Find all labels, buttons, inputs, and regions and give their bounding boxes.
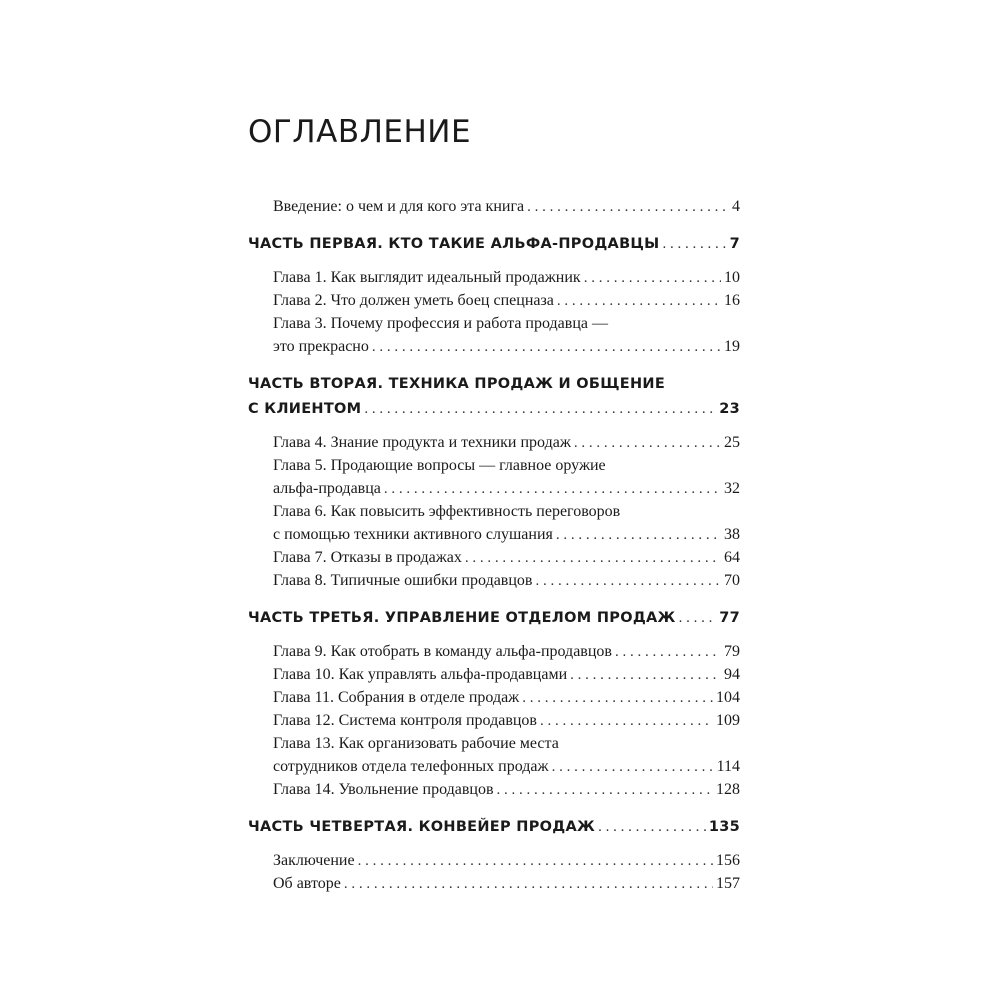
toc-entry-title: ЧАСТЬ ПЕРВАЯ. КТО ТАКИЕ АЛЬФА-ПРОДАВЦЫ bbox=[248, 236, 660, 252]
toc-entry-title-line: Глава 6. Как повысить эффективность переговоров bbox=[273, 503, 621, 520]
toc-entry-title: альфа-продавца bbox=[273, 480, 381, 497]
toc-entry-row bbox=[273, 872, 740, 895]
toc-entry-row bbox=[273, 640, 740, 663]
toc-page-number: 135 bbox=[708, 819, 740, 835]
dot-leader bbox=[527, 196, 729, 219]
dot-leader bbox=[535, 570, 721, 593]
toc-chapter-entry bbox=[248, 849, 740, 872]
dot-leader bbox=[584, 267, 721, 290]
page-title: ОГЛАВЛЕНИЕ bbox=[248, 114, 472, 150]
toc-page-number: 16 bbox=[724, 292, 740, 309]
toc-entry-row bbox=[273, 569, 740, 592]
toc-chapter-entry bbox=[248, 312, 740, 358]
toc-page-number: 7 bbox=[729, 236, 740, 252]
toc-chapter-entry bbox=[248, 431, 740, 454]
toc-page-number: 70 bbox=[724, 572, 740, 589]
toc-chapter-entry bbox=[248, 569, 740, 592]
toc-entry-row bbox=[273, 755, 740, 778]
toc-entry-title: Глава 8. Типичные ошибки продавцов bbox=[273, 572, 533, 589]
toc-chapter-entry bbox=[248, 195, 740, 218]
toc-entry-row bbox=[273, 335, 740, 358]
dot-leader bbox=[556, 524, 721, 547]
toc-page-number: 94 bbox=[724, 666, 740, 683]
toc-entry-row bbox=[273, 546, 740, 569]
toc-chapter-entry bbox=[248, 686, 740, 709]
toc-entry-title: Глава 2. Что должен уметь боец спецназа bbox=[273, 292, 554, 309]
toc-entry-title-line: Глава 5. Продающие вопросы — главное оружие bbox=[273, 457, 606, 474]
toc-page-number: 25 bbox=[724, 434, 740, 451]
toc-entry-title: С КЛИЕНТОМ bbox=[248, 401, 362, 417]
toc-entry-title: Глава 1. Как выглядит идеальный продажник bbox=[273, 269, 581, 286]
toc-page-number: 64 bbox=[724, 549, 740, 566]
toc-entry-title: ЧАСТЬ ЧЕТВЕРТАЯ. КОНВЕЙЕР ПРОДАЖ bbox=[248, 819, 596, 835]
toc-chapter-entry bbox=[248, 454, 740, 500]
toc-chapter-entry bbox=[248, 546, 740, 569]
toc-chapter-entry bbox=[248, 500, 740, 546]
toc-entry-row bbox=[273, 431, 740, 454]
toc-entry-row bbox=[248, 232, 740, 257]
toc-entry-row bbox=[273, 709, 740, 732]
toc-entry-title: Об авторе bbox=[273, 875, 341, 892]
dot-leader bbox=[465, 547, 721, 570]
dot-leader bbox=[358, 850, 713, 873]
toc-chapter-entry bbox=[248, 778, 740, 801]
toc-chapter-entry bbox=[248, 266, 740, 289]
toc-entry-title: это прекрасно bbox=[273, 338, 369, 355]
toc-entry-row bbox=[273, 663, 740, 686]
toc-page-number: 38 bbox=[724, 526, 740, 543]
dot-leader bbox=[497, 779, 713, 802]
toc-entry-title: Глава 10. Как управлять альфа-продавцами bbox=[273, 666, 568, 683]
toc-entry-row bbox=[273, 289, 740, 312]
dot-leader bbox=[364, 397, 716, 422]
dot-leader bbox=[372, 336, 721, 359]
toc-entry-title: с помощью техники активного слушания bbox=[273, 526, 553, 543]
dot-leader bbox=[552, 756, 714, 779]
toc-entry-title: Глава 7. Отказы в продажах bbox=[273, 549, 462, 566]
toc-entry-title-line: Глава 3. Почему профессия и работа продавца — bbox=[273, 315, 608, 332]
toc-entry-title: Глава 11. Собрания в отделе продаж bbox=[273, 689, 520, 706]
toc-chapter-entry bbox=[248, 289, 740, 312]
toc-entry-title: Заключение bbox=[273, 852, 355, 869]
dot-leader bbox=[557, 290, 721, 313]
toc-page-number: 109 bbox=[716, 712, 740, 729]
toc-page-number: 10 bbox=[724, 269, 740, 286]
toc-page-number: 104 bbox=[716, 689, 740, 706]
toc-entry-row bbox=[273, 523, 740, 546]
toc-page-number: 32 bbox=[724, 480, 740, 497]
toc-entry-title-line: Глава 13. Как организовать рабочие места bbox=[273, 735, 559, 752]
toc-chapter-entry bbox=[248, 663, 740, 686]
dot-leader bbox=[574, 432, 721, 455]
toc-page-number: 19 bbox=[724, 338, 740, 355]
toc-entry-title: Глава 9. Как отобрать в команду альфа-продавцов bbox=[273, 643, 612, 660]
toc-page-number: 77 bbox=[719, 610, 740, 626]
toc-entry-title: сотрудников отдела телефонных продаж bbox=[273, 758, 549, 775]
toc-chapter-entry bbox=[248, 732, 740, 778]
toc-page-number: 156 bbox=[716, 852, 740, 869]
dot-leader bbox=[663, 232, 727, 257]
dot-leader bbox=[570, 664, 721, 687]
toc-page-number: 114 bbox=[716, 758, 740, 775]
dot-leader bbox=[615, 641, 721, 664]
toc-entry-title: ЧАСТЬ ТРЕТЬЯ. УПРАВЛЕНИЕ ОТДЕЛОМ ПРОДАЖ bbox=[248, 610, 676, 626]
toc-page bbox=[248, 112, 740, 895]
dot-leader bbox=[384, 478, 721, 501]
toc-entry-row bbox=[273, 195, 740, 218]
toc-page-number: 128 bbox=[716, 781, 740, 798]
toc-entry-row bbox=[273, 266, 740, 289]
toc-part-entry bbox=[248, 232, 740, 257]
toc-part-entry bbox=[248, 372, 740, 422]
toc-entry-title: Глава 12. Система контроля продавцов bbox=[273, 712, 537, 729]
dot-leader bbox=[540, 710, 713, 733]
toc-entry-row bbox=[248, 606, 740, 631]
toc-entry-title: Глава 4. Знание продукта и техники продаж bbox=[273, 434, 571, 451]
toc-part-entry bbox=[248, 815, 740, 840]
toc-entry-title: Введение: о чем и для кого эта книга bbox=[273, 198, 525, 215]
toc-list bbox=[248, 195, 740, 895]
toc-entry-title-line: ЧАСТЬ ВТОРАЯ. ТЕХНИКА ПРОДАЖ И ОБЩЕНИЕ bbox=[248, 376, 666, 392]
toc-entry-row bbox=[248, 815, 740, 840]
toc-page-number: 23 bbox=[719, 401, 740, 417]
toc-chapter-entry bbox=[248, 640, 740, 663]
dot-leader bbox=[598, 815, 706, 840]
toc-chapter-entry bbox=[248, 872, 740, 895]
toc-entry-title: Глава 14. Увольнение продавцов bbox=[273, 781, 494, 798]
toc-chapter-entry bbox=[248, 709, 740, 732]
toc-entry-row bbox=[273, 686, 740, 709]
toc-entry-row bbox=[273, 849, 740, 872]
toc-page-number: 4 bbox=[732, 198, 740, 215]
dot-leader bbox=[679, 606, 717, 631]
dot-leader bbox=[522, 687, 713, 710]
toc-entry-row bbox=[248, 397, 740, 422]
dot-leader bbox=[344, 873, 713, 896]
toc-page-number: 79 bbox=[724, 643, 740, 660]
toc-entry-row bbox=[273, 477, 740, 500]
toc-part-entry bbox=[248, 606, 740, 631]
toc-page-number: 157 bbox=[716, 875, 740, 892]
toc-entry-row bbox=[273, 778, 740, 801]
